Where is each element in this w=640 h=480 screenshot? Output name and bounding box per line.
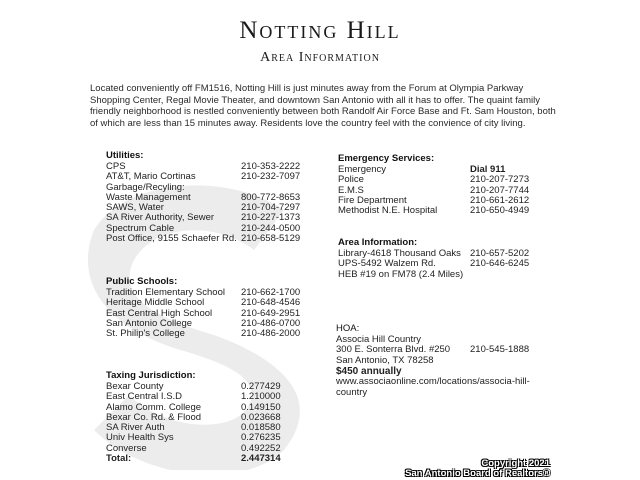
copyright-line: Copyright 2021 [481,458,550,469]
utilities-header: Utilities: [106,150,144,161]
hoa-url-line1: www.associaonline.com/locations/associa-hill- [336,376,530,388]
emergency-row: Methodist N.E. Hospital 210-650-4949 [338,205,530,217]
area-row: Library-4618 Thousand Oaks 210-657-5202 [338,248,530,259]
hoa-url-line2: country [336,386,368,398]
schools-section [106,276,326,339]
page-title: Notting Hill [239,17,401,44]
board-line: San Antonio Board of Realtors® [405,468,550,479]
utility-row: Garbage/Recyling: [106,181,185,193]
tax-row: Univ Health Sys 0.276235 [106,432,281,444]
hoa-address-row: 300 E. Sonterra Blvd. #250 210-545-1888 [336,344,530,356]
emergency-row: Police 210-207-7273 [338,174,530,186]
hoa-name: Associa Hill Country [336,334,421,345]
school-row: East Central High School 210-649-2951 [106,307,301,319]
utility-row: Waste Management 800-772-8653 [106,191,301,203]
taxing-header: Taxing Jurisdiction: [106,370,196,381]
utility-row: Post Office, 9155 Schaefer Rd. 210-658-5129 [106,233,301,245]
schools-header: Public Schools: [106,276,178,287]
utilities-section [106,150,326,244]
area-section [338,237,558,280]
tax-row: SA River Auth 0.018580 [106,422,281,434]
intro-paragraph: Located conveniently off FM1516, Notting Hill is just minutes away from the Forum at Olympia Parkway Shopping Center, Regal Movie Theater, and downtown San Antonio with all it has to offer. The quaint family friendly neighborhood is nestled conveniently between both Randolf Air Force Base and Ft. Sam Houston, both of which are less than 15 minutes away. Residents love the country feel with the convience of city living. [90,83,556,129]
tax-row: Bexar County 0.277429 [106,381,281,392]
utility-row: SA River Authority, Sewer 210-227-1373 [106,212,301,224]
emergency-header: Emergency Services: [338,153,435,164]
emergency-section [338,153,558,216]
tax-row: Bexar Co. Rd. & Flood 0.023668 [106,411,281,423]
area-row: UPS-5492 Walzem Rd. 210-646-6245 [338,258,530,270]
area-header: Area Information: [338,237,418,248]
school-row: San Antonio College 210-486-0700 [106,317,301,329]
utility-row: SAWS, Water 210-704-7297 [106,202,301,214]
copyright-footer [405,459,550,479]
hoa-header: HOA: [336,323,360,334]
utility-row: AT&T, Mario Cortinas 210-232-7097 [106,171,301,183]
tax-row: Converse 0.492252 [106,442,281,454]
school-row: Heritage Middle School 210-648-4546 [106,297,301,309]
tax-row: Alamo Comm. College 0.149150 [106,401,281,413]
page-subtitle: Area Information [260,50,380,65]
area-row: HEB #19 on FM78 (2.4 Miles) [338,268,464,280]
tax-row: East Central I.S.D 1.210000 [106,391,281,403]
utility-row: CPS 210-353-2222 [106,161,301,172]
emergency-row: Emergency Dial 911 [338,164,506,175]
hoa-phone: 210-545-1888 [470,344,530,356]
taxing-section [106,370,326,464]
emergency-row: E.M.S 210-207-7744 [338,184,530,196]
hoa-section [336,323,566,398]
hoa-fee: $450 annually [336,365,402,377]
emergency-row: Fire Department 210-661-2612 [338,194,530,206]
school-row: St. Philip's College 210-486-2000 [106,328,301,340]
school-row: Tradition Elementary School 210-662-1700 [106,287,301,298]
hoa-address2: San Antonio, TX 78258 [336,354,434,366]
utility-row: Spectrum Cable 210-244-0500 [106,222,301,234]
tax-total-row: Total: 2.447314 [106,453,281,465]
